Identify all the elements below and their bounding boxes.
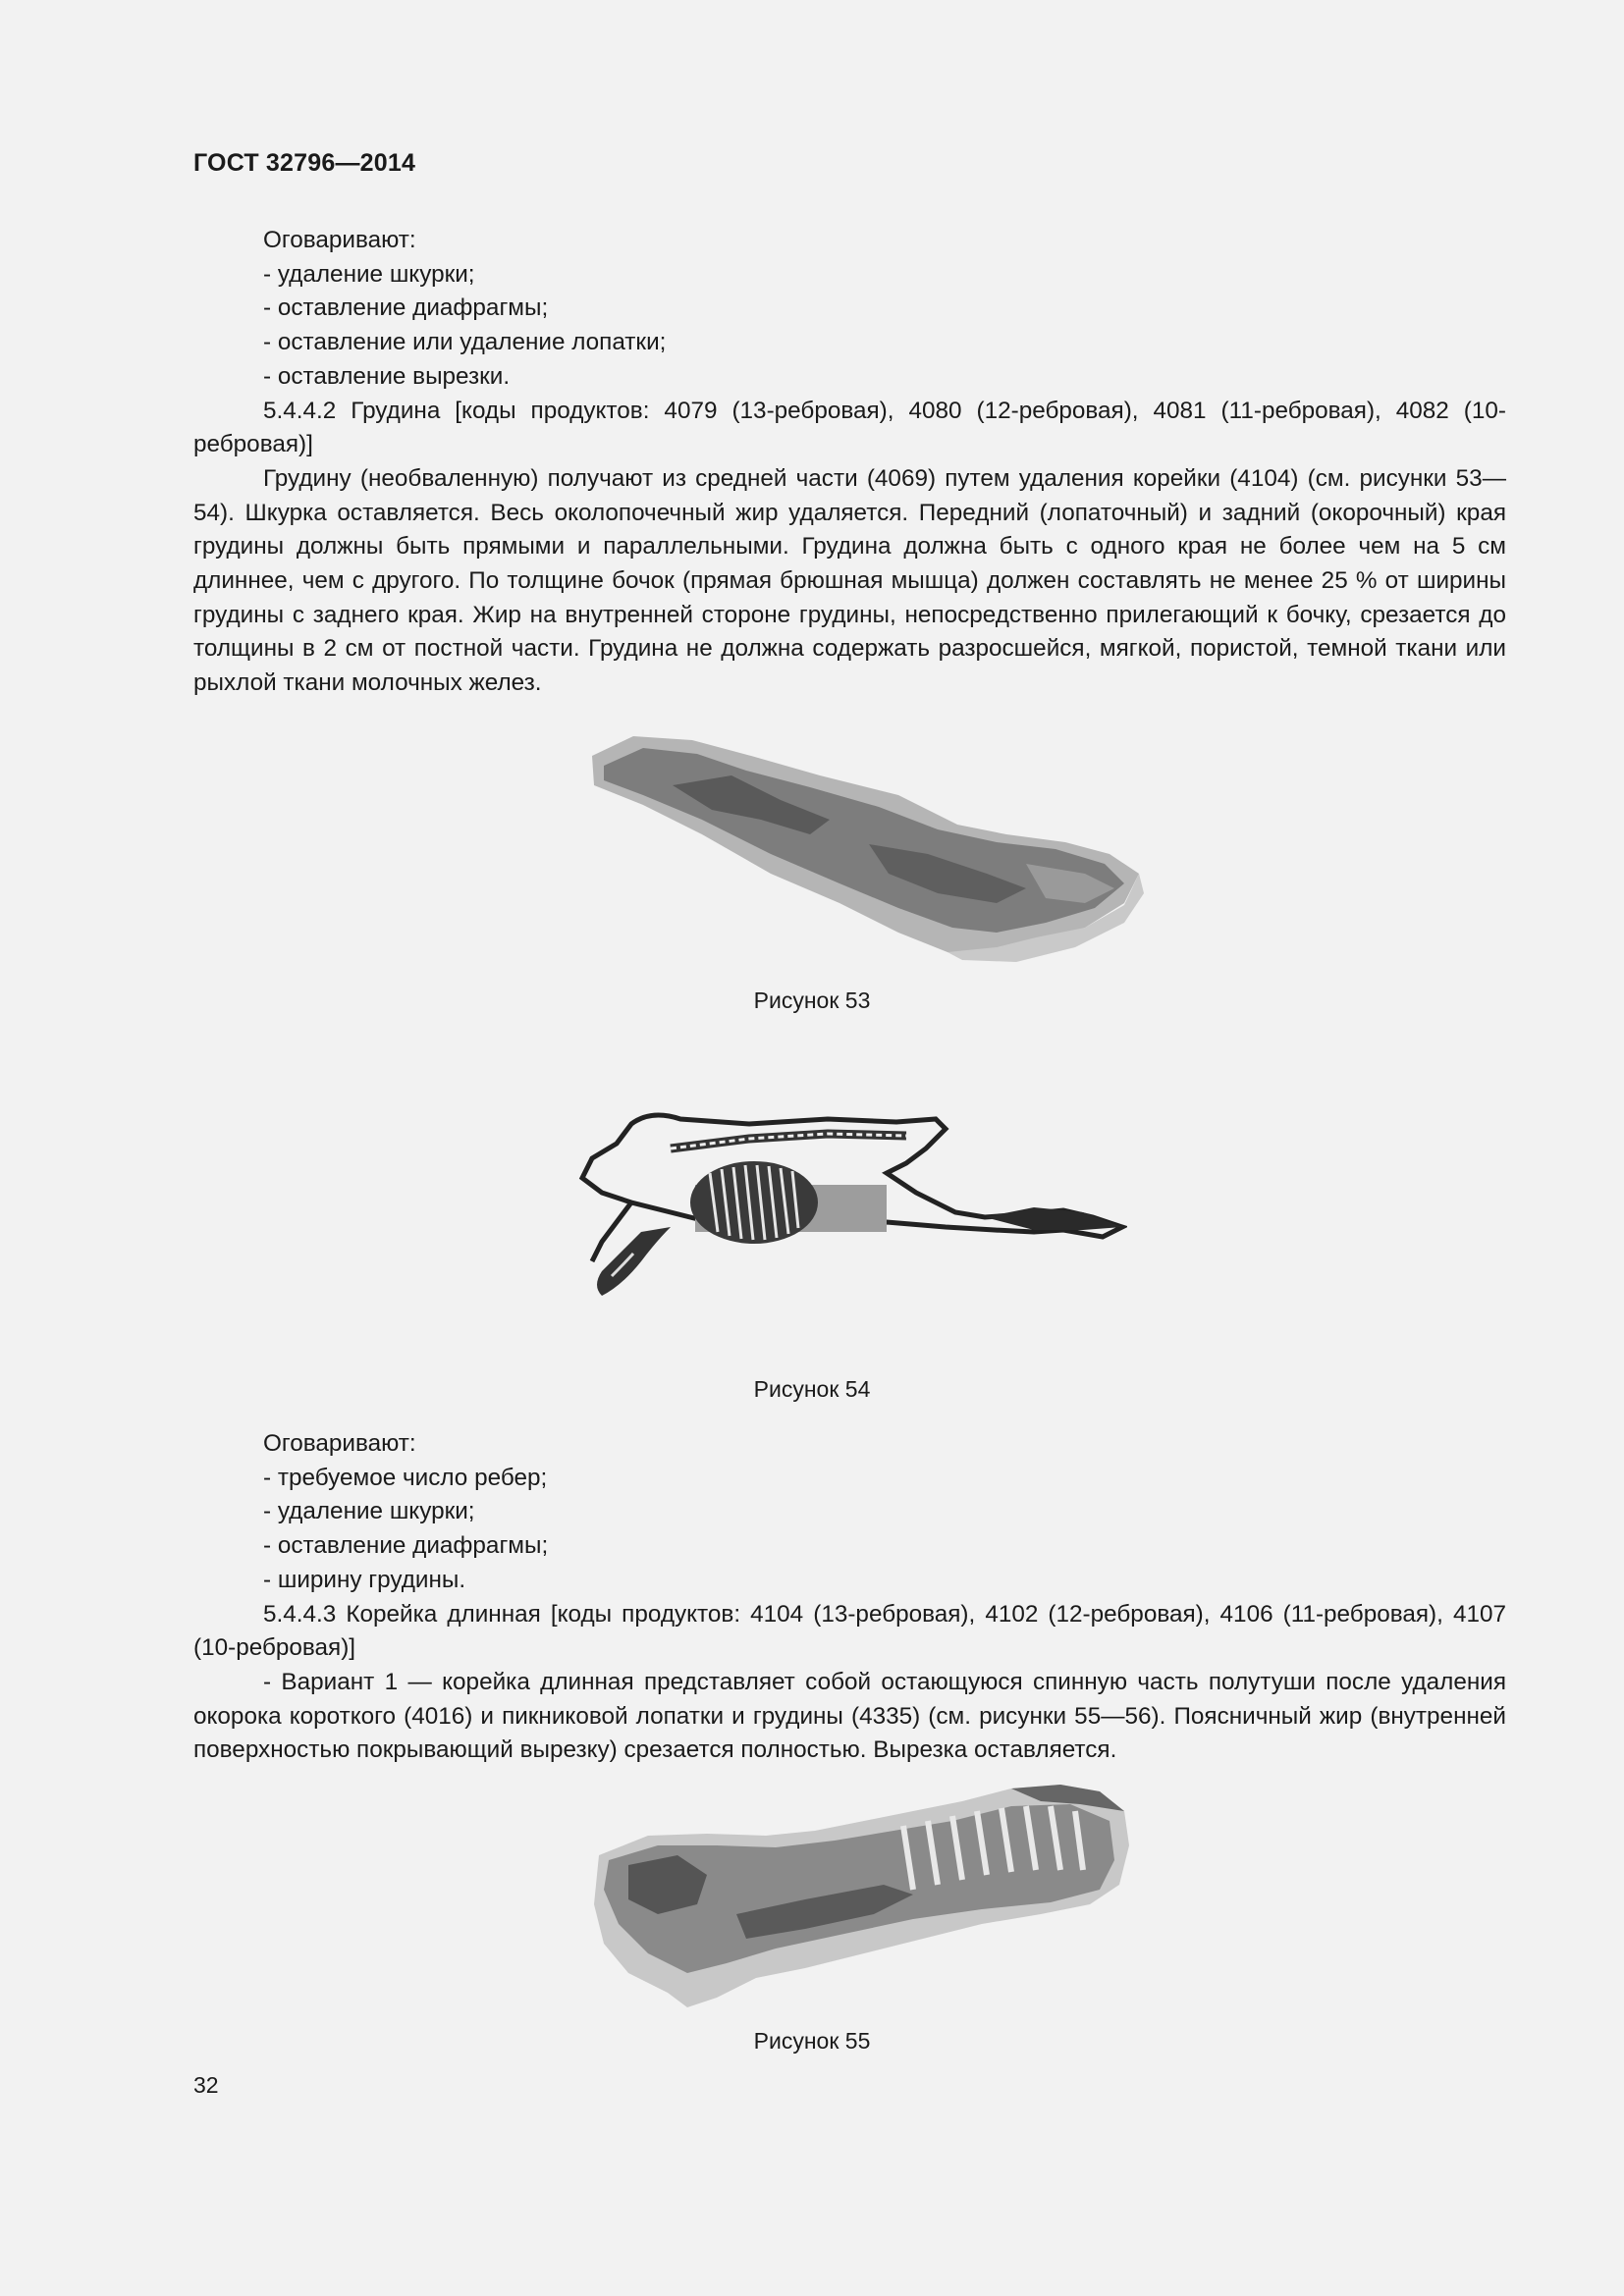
list-item: - требуемое число ребер; [263, 1464, 548, 1491]
variant-1-paragraph: - Вариант 1 — корейка длинная представляет собой остающуюся спинную часть полутуши после удаления окорока короткого (4016) и пикниковой лопатки и грудины (4335) (см. рисунки 55—56). Поясничный жир (внутренней поверхностью покрывающий вырезку) срезается полностью. Вырезка оставляется. [193, 1668, 1506, 1764]
list-item: - оставление вырезки. [263, 362, 511, 390]
list-item: - оставление диафрагмы; [263, 294, 549, 322]
document-header: ГОСТ 32796—2014 [193, 149, 416, 177]
figure-53-image [574, 726, 1144, 962]
figure-55-image [589, 1777, 1139, 2012]
specify-intro: Оговаривают: [263, 227, 416, 253]
figure-54-image [572, 1104, 1127, 1310]
list-item: - оставление диафрагмы; [263, 1532, 549, 1560]
figure-53-caption: Рисунок 53 [753, 988, 871, 1013]
page-number: 32 [193, 2072, 219, 2098]
section-2 [193, 1427, 1506, 1768]
list-item: - удаление шкурки; [263, 1498, 475, 1525]
clause-5443-heading: 5.4.4.3 Корейка длинная [коды продуктов: 4104 (13-ребровая), 4102 (12-ребровая), 4106 (11-ребровая), 4107 (10-ребровая)] [193, 1600, 1506, 1662]
specify-intro: Оговаривают: [263, 1430, 416, 1457]
list-item: - оставление или удаление лопатки; [263, 329, 667, 356]
clause-5442-paragraph: Грудину (необваленную) получают из средней части (4069) путем удаления корейки (4104) (см. рисунки 53—54). Шкурка оставляется. Весь околопочечный жир удаляется. Передний (лопаточный) и задний (окорочный) края грудины должны быть прямыми и параллельными. Грудина должна быть с одного края не более чем на 5 см длиннее, чем с другого. По толщине бочок (прямая брюшная мышца) должен составлять не менее 25 % от ширины грудины с заднего края. Жир на внутренней стороне грудины, непосредственно прилегающий к бочку, срезается до толщины в 2 см от постной части. Грудина не должна содержать разросшейся, мягкой, пористой, темной ткани или рыхлой ткани молочных желез. [193, 464, 1506, 697]
clause-5442-heading: 5.4.4.2 Грудина [коды продуктов: 4079 (13-ребровая), 4080 (12-ребровая), 4081 (11-ребровая), 4082 (10-ребровая)] [193, 397, 1506, 458]
section-1 [193, 224, 1506, 701]
list-item: - удаление шкурки; [263, 260, 475, 288]
figure-54-caption: Рисунок 54 [753, 1376, 871, 1402]
figure-55-caption: Рисунок 55 [753, 2028, 871, 2054]
list-item: - ширину грудины. [263, 1566, 466, 1593]
